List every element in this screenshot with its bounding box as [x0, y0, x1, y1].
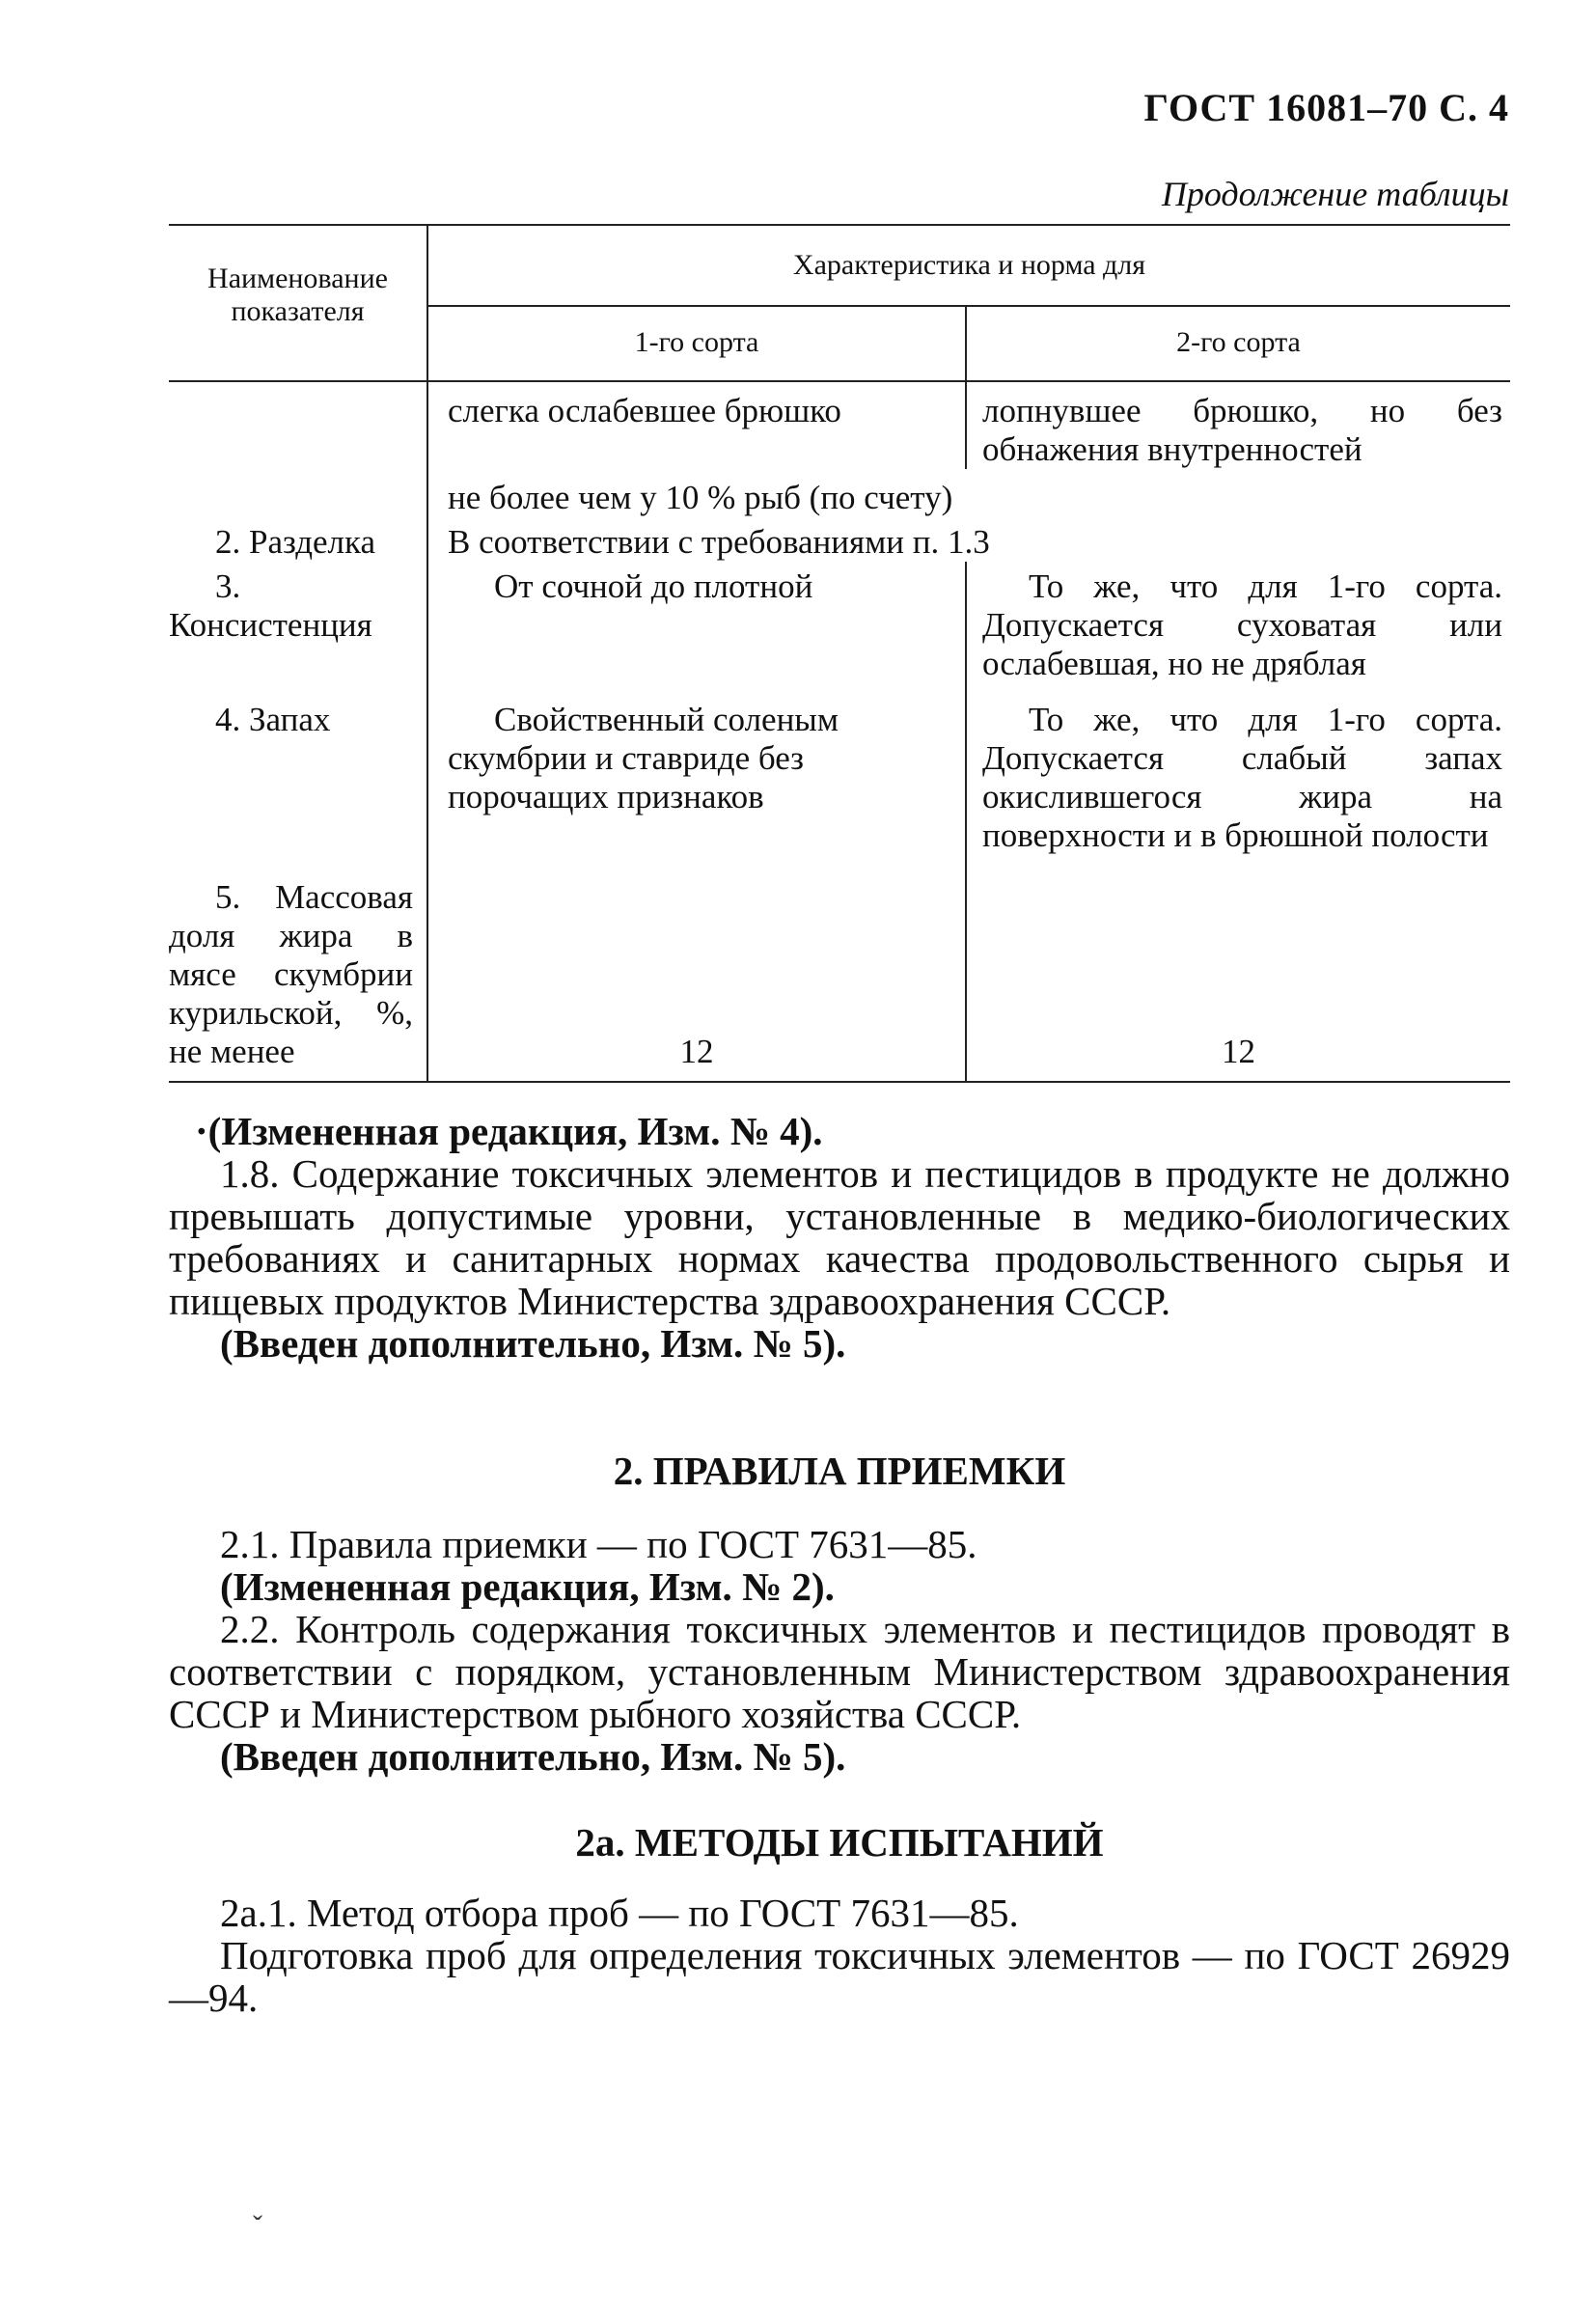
row-merged-value: не более чем у 10 % рыб (по счету) [448, 479, 953, 516]
row-name [169, 469, 427, 517]
row-name: 2. Разделка [169, 517, 427, 562]
amendment-note: (Введен дополнительно, Изм. № 5). [220, 1734, 846, 1779]
section-title-2: 2. ПРАВИЛА ПРИЕМКИ [613, 1449, 1066, 1493]
row-grade-1: От сочной до плотной [427, 562, 966, 683]
header-indicator-name: Наименование показателя [169, 225, 427, 381]
specification-table [169, 224, 1510, 1083]
row-grade-2: То же, что для 1-го сорта. Допускается слабый запах окислившегося жира на поверхности и в брюшной полости [982, 701, 1502, 854]
table-row [169, 517, 1510, 562]
body-text-block-2 [169, 1523, 1510, 1778]
body-text-block-1 [169, 1110, 1510, 1365]
table-row [169, 469, 1510, 517]
row-grade-2: 12 [1222, 1033, 1255, 1070]
paragraph-2-1: 2.1. Правила приемки — по ГОСТ 7631—85. [220, 1522, 977, 1566]
header-characteristic-group: Характеристика и норма для [427, 225, 1510, 306]
row-grade-1: Свойственный соленым скумбрии и ставриде без порочащих признаков [427, 683, 966, 855]
row-grade-2: лопнувшее брюшко, но без обнажения внутренностей [982, 392, 1502, 468]
table-row [169, 855, 1510, 1082]
row-name: 5. Массовая доля жира в мясе скумбрии курильской, %, не менее [169, 855, 427, 1082]
row-grade-1: 12 [427, 855, 966, 1082]
row-grade-1: слегка ослабевшее брюшко [427, 381, 966, 469]
amendment-note: ·(Измененная редакция, Изм. № 4). [195, 1109, 823, 1153]
header-grade-2: 2-го сорта [966, 306, 1510, 381]
row-name: 3. Консистенция [169, 562, 427, 683]
scan-speck-mark: ˇ [253, 2210, 262, 2242]
table-row [169, 562, 1510, 683]
paragraph-1-8: 1.8. Содержание токсичных элементов и пестицидов в продукте не должно превышать допустимые уровни, установленные в медико-биологических требованиях и санитарных нормах качества продовольственного сырья и пищевых продуктов Министерства здравоохранения СССР. [169, 1151, 1510, 1323]
amendment-note: (Измененная редакция, Изм. № 2). [220, 1564, 835, 1609]
page-header: ГОСТ 16081–70 С. 4 [1143, 86, 1509, 129]
section-title-2a: 2а. МЕТОДЫ ИСПЫТАНИЙ [575, 1820, 1104, 1865]
row-name: 4. Запах [169, 683, 427, 855]
row-grade-2: То же, что для 1-го сорта. Допускается суховатая или ослабевшая, но не дряблая [982, 567, 1502, 682]
paragraph-2a-1-continued: Подготовка проб для определения токсичных элементов — по ГОСТ 26929—94. [169, 1933, 1510, 2020]
table-row [169, 683, 1510, 855]
table-row [169, 381, 1510, 469]
row-merged-value: В соответствии с требованиями п. 1.3 [448, 523, 990, 561]
paragraph-2-2: 2.2. Контроль содержания токсичных элементов и пестицидов проводят в соответствии с порядком, установленным Министерством здравоохранения СССР и Министерством рыбного хозяйства СССР. [169, 1607, 1510, 1736]
amendment-note: (Введен дополнительно, Изм. № 5). [220, 1321, 846, 1366]
header-grade-1: 1-го сорта [427, 306, 966, 381]
paragraph-2a-1: 2а.1. Метод отбора проб — по ГОСТ 7631—85. [220, 1891, 1019, 1935]
body-text-block-3 [169, 1892, 1510, 2019]
table-caption: Продолжение таблицы [1161, 175, 1509, 213]
row-name [169, 381, 427, 469]
